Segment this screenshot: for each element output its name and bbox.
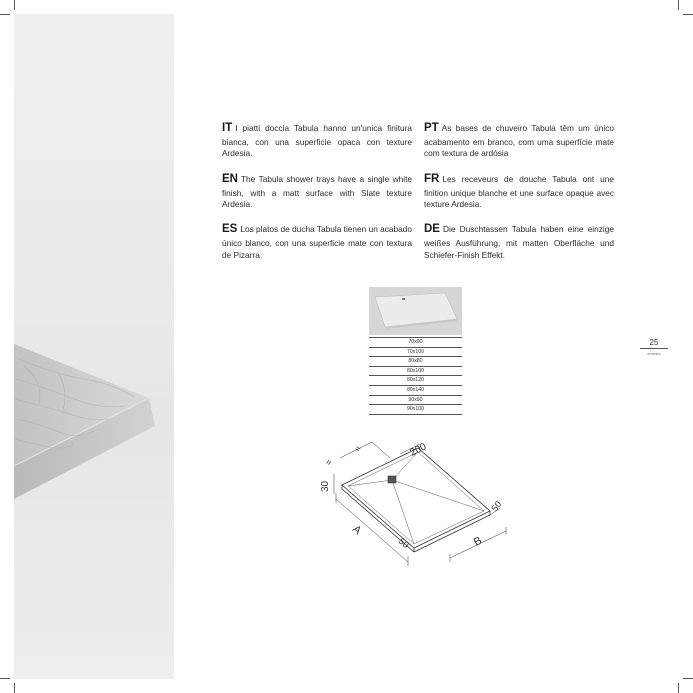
size-row: 80x120 bbox=[369, 376, 462, 386]
language-code: EN bbox=[222, 172, 238, 185]
language-code: IT bbox=[222, 122, 233, 134]
size-row: 80x100 bbox=[369, 367, 462, 377]
language-code: FR bbox=[424, 172, 440, 185]
text-block-it bbox=[222, 121, 412, 160]
size-row: 80x80 bbox=[369, 357, 462, 367]
technical-drawing bbox=[300, 428, 530, 593]
tray-thumbnail bbox=[369, 287, 462, 335]
crop-mark-bottom-left bbox=[14, 683, 15, 693]
description-text: As bases de chuveiro Tabula têm um único acabamento em branco, com uma superfície mate com textura de ardósia bbox=[424, 123, 614, 159]
description-text: Les receveurs de douche Tabula ont une finition unique blanche et une surface opaque avec texture Ardesia. bbox=[424, 173, 614, 210]
size-row: 70x100 bbox=[369, 348, 462, 358]
language-code: PT bbox=[424, 122, 439, 134]
text-block-fr bbox=[424, 172, 614, 211]
language-code: DE bbox=[424, 223, 440, 236]
crop-mark-left-bottom bbox=[0, 678, 10, 679]
page-number-value: 25 bbox=[649, 338, 659, 347]
text-column-right bbox=[424, 121, 614, 273]
crop-mark-left-top bbox=[0, 14, 10, 15]
brand-label: ernesto bbox=[647, 351, 661, 356]
description-text: Die Duschtassen Tabula haben eine einzige weißes Ausführung, mit matten Oberfläche und Schiefer-Finish Effekt. bbox=[424, 224, 614, 260]
crop-mark-top-left bbox=[14, 0, 15, 10]
dim-label-200: 200 bbox=[408, 441, 429, 459]
dim-label-a: A bbox=[350, 523, 364, 538]
text-block-pt bbox=[424, 121, 614, 160]
crop-mark-right-bottom bbox=[683, 678, 693, 679]
description-text: I piatti doccia Tabula hanno un'unica finitura bianca, con una superficie opaca con texture Ardesia. bbox=[222, 123, 412, 159]
crop-mark-right-top bbox=[683, 14, 693, 15]
size-row: 80x140 bbox=[369, 386, 462, 396]
size-row: 70x90 bbox=[369, 337, 462, 348]
dim-label-b: B bbox=[471, 534, 484, 549]
text-column-left bbox=[222, 121, 412, 273]
page-number bbox=[640, 338, 668, 356]
tray-outline bbox=[342, 448, 490, 548]
description-text: The Tabula shower trays have a single white finish, with a matt surface with Slate texture Ardesia. bbox=[222, 173, 412, 210]
dim-label-50-a: 50 bbox=[396, 535, 411, 550]
page-number-rule bbox=[640, 348, 668, 349]
dim-label-50-b: 50 bbox=[489, 499, 504, 514]
size-row: 90x100 bbox=[369, 405, 462, 415]
crop-mark-top-right bbox=[678, 0, 679, 10]
product-photo bbox=[14, 14, 174, 679]
description-text: Los platos de ducha Tabula tienen un acabado único blanco, con una superficie mate con textura de Pizarra. bbox=[222, 224, 412, 260]
dim-label-30: 30 bbox=[320, 480, 331, 492]
language-code: ES bbox=[222, 223, 238, 236]
text-block-de bbox=[424, 222, 614, 261]
crop-mark-bottom-right bbox=[678, 683, 679, 693]
size-row: 90x90 bbox=[369, 396, 462, 406]
drain-icon bbox=[388, 476, 396, 483]
dim-label-equal-1: = bbox=[323, 457, 335, 467]
dim-label-equal-2: = bbox=[353, 443, 363, 455]
size-list bbox=[369, 337, 462, 415]
text-block-es bbox=[222, 222, 412, 261]
text-block-en bbox=[222, 172, 412, 211]
